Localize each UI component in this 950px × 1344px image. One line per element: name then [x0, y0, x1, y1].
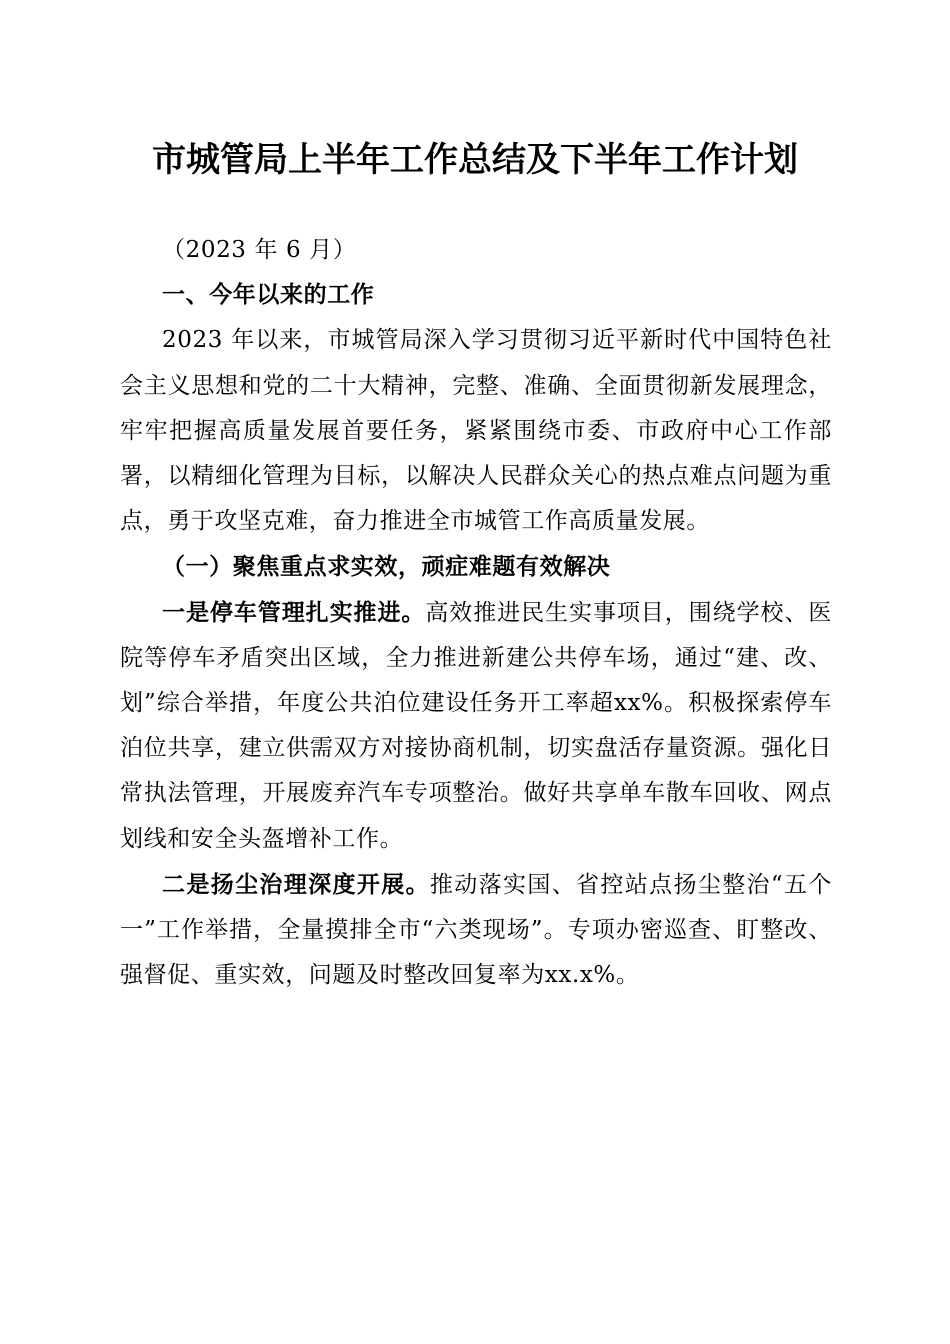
item-paragraph-2 [120, 862, 832, 999]
item-paragraph-1 [120, 590, 832, 862]
section-heading-1: 一、今年以来的工作 [162, 282, 375, 309]
item-text-1: 高效推进民生实事项目，围绕学校、医院等停车矛盾突出区域，全力推进新建公共停车场，通过“建、改、划”综合举措，年度公共泊位建设任务开工率超xx%。积极探索停车泊位共享，建立供需双方对接协商机制，切实盘活存量资源。强化日常执法管理，开展废弃汽车专项整治。做好共享单车散车回收、网点划线和安全头盔增补工作。 [120, 599, 832, 852]
subsection-heading-1: （一）聚焦重点求实效，顽症难题有效解决 [162, 553, 611, 581]
document-title: 市城管局上半年工作总结及下半年工作计划 [152, 140, 798, 180]
document-body [120, 228, 832, 998]
item-text-2: 推动落实国、省控站点扬尘整治“五个一”工作举措，全量摸排全市“六类现场”。专项办密巡查、盯整改、强督促、重实效，问题及时整改回复率为xx.x%。 [120, 871, 832, 989]
intro-paragraph: 2023 年以来，市城管局深入学习贯彻习近平新时代中国特色社会主义思想和党的二十大精神，完整、准确、全面贯彻新发展理念，牢牢把握高质量发展首要任务，紧紧围绕市委、市政府中心工作部署，以精细化管理为目标，以解决人民群众关心的热点难点问题为重点，勇于攻坚克难，奋力推进全市城管工作高质量发展。 [120, 327, 832, 535]
item-lead-1: 一是停车管理扎实推进。 [162, 598, 426, 626]
item-lead-2: 二是扬尘治理深度开展。 [162, 870, 430, 898]
document-date: （2023 年 6 月） [162, 237, 357, 263]
